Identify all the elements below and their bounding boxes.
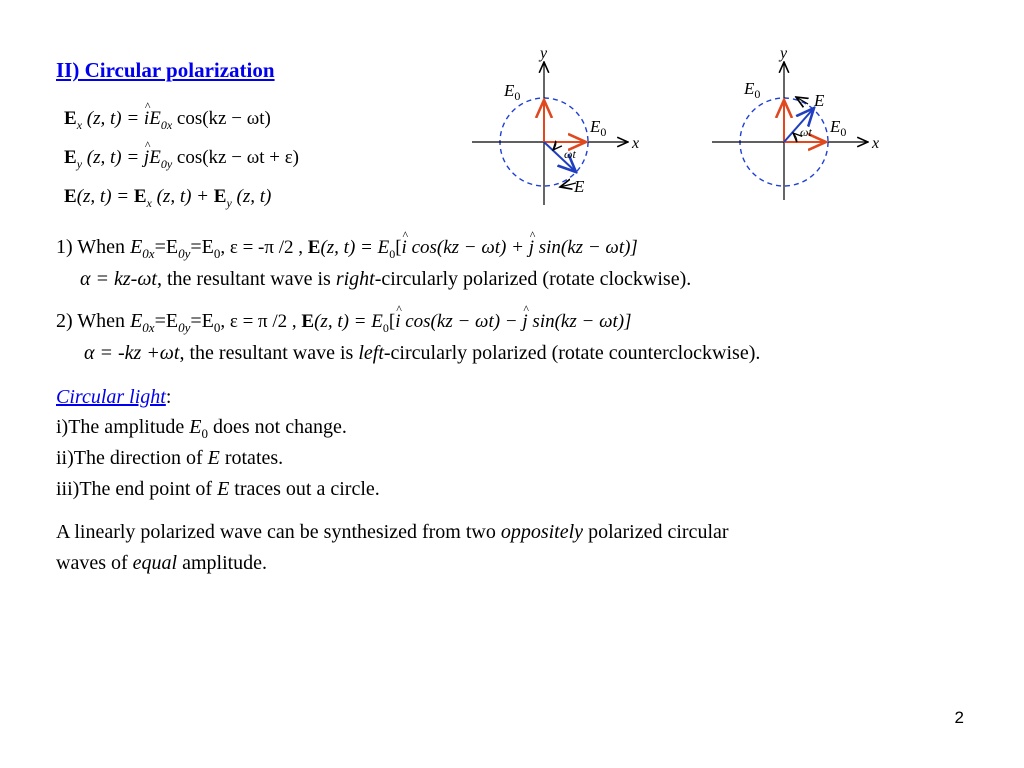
angle-arc <box>553 142 556 150</box>
equation-ex: $E_x$ (z, t) = ^ $iE_{0x}$ cos(kz − ωt) <box>64 108 271 133</box>
angle-label: ωt <box>564 147 576 161</box>
equation-ey: $E_y$ (z, t) = ^ $jE_{0y}$ cos(kz − ωt + ε) <box>64 147 299 172</box>
circular-light-link[interactable]: Circular light <box>56 386 166 408</box>
final-paragraph-line2: waves of equal amplitude. <box>56 552 268 574</box>
e0-top-label: $E_0$ <box>504 81 521 103</box>
y-label: y <box>540 45 548 62</box>
y-label: y <box>780 45 788 62</box>
case1-condition: 1) When $E_{0x}=E_{0y}=E_0$, ε = -π /2 , E(z, $t) = E_0[\^{}$ i cos(kz − ωt) + ^ j sin(kz − ωt)] <box>56 236 638 262</box>
circular-light-heading: Circular light: <box>56 386 172 408</box>
rcp-diagram <box>460 40 660 215</box>
e0-right-label: $E_0$ <box>590 117 607 139</box>
final-paragraph-line1: A linearly polarized wave can be synthesized from two oppositely polarized circular <box>56 521 729 543</box>
e-vector-label: E <box>814 91 825 110</box>
e-vector-label: E <box>574 177 585 196</box>
property-endpoint: iii)The end point of E traces out a circle. <box>56 478 380 500</box>
property-amplitude: i)The amplitude $E_0$ does not change. <box>56 416 347 441</box>
rotation-arrow <box>796 97 808 104</box>
lcp-diagram <box>700 40 900 215</box>
case2-description: α = -kz +ωt, the resultant wave is left-circularly polarized (rotate counterclockwise). <box>84 342 761 364</box>
x-label: x <box>872 135 880 152</box>
page-number: 2 <box>954 708 964 727</box>
e0-top-label: $E_0$ <box>744 79 761 101</box>
case1-description: α = kz-ωt, the resultant wave is right-circularly polarized (rotate clockwise). <box>80 268 692 290</box>
e0-right-label: $E_0$ <box>830 117 847 139</box>
property-direction: ii)The direction of E rotates. <box>56 447 284 469</box>
equation-e-total: E(z, $t) = E_x$ (z, $t) + E_y$ (z, t) <box>64 186 272 210</box>
angle-arc <box>793 133 797 142</box>
case2-condition: 2) When $E_{0x}=E_{0y}=E_0$, ε = π /2 , E(z, $t) = E_0[\^{}$ i cos(kz − ωt) − ^ j sin(kz − ωt)] <box>56 310 632 336</box>
section-heading: II) Circular polarization <box>56 58 275 82</box>
x-label: x <box>632 135 640 152</box>
angle-label: ωt <box>800 125 812 139</box>
